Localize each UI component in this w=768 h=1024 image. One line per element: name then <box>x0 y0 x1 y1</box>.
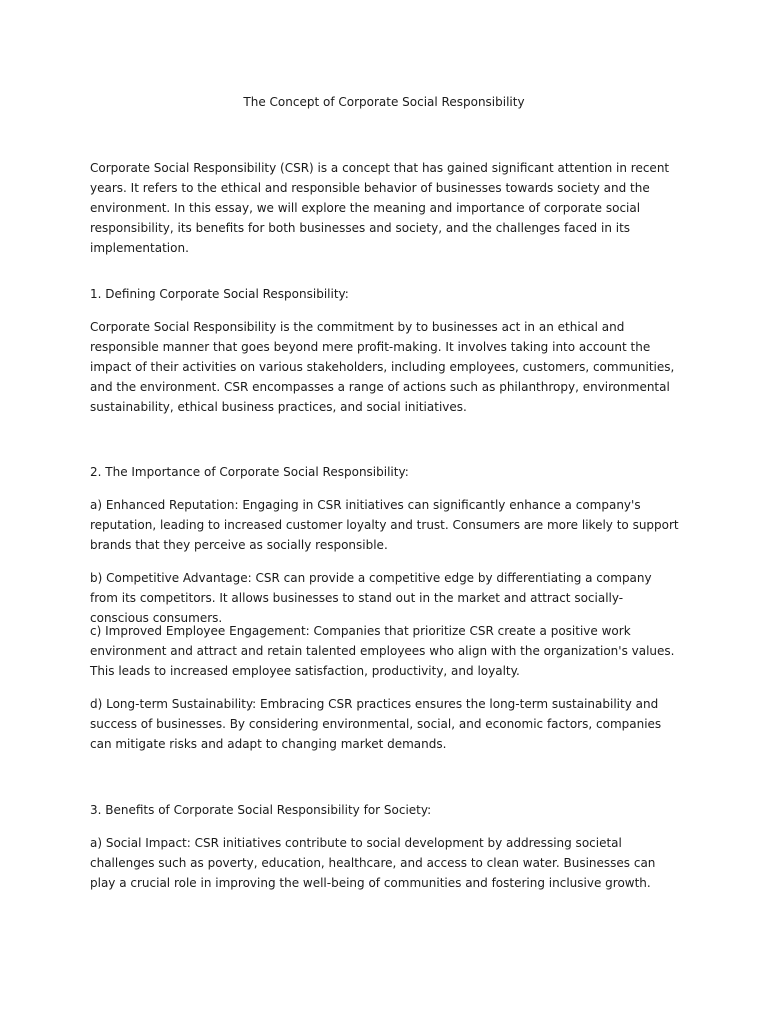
section-1-heading: 1. Defining Corporate Social Responsibility: <box>90 287 349 301</box>
intro-paragraph: Corporate Social Responsibility (CSR) is a concept that has gained significant attention in recent years. It refers to the ethical and responsible behavior of businesses towards society and the environment. In this essay, we will explore the meaning and importance of corporate social responsibility, its benefits for both businesses and society, and the challenges faced in its implementation. <box>90 161 670 255</box>
section-2-item-c: c) Improved Employee Engagement: Companies that prioritize CSR create a positive work environment and attract and retain talented employees who align with the organization's values. This leads to increased employee satisfaction, productivity, and loyalty. <box>90 624 675 678</box>
section-2-item-b: b) Competitive Advantage: CSR can provide a competitive edge by differentiating a company from its competitors. It allows businesses to stand out in the market and attract socially-conscious consumers. <box>90 571 652 625</box>
section-3-heading: 3. Benefits of Corporate Social Responsibility for Society: <box>90 803 432 817</box>
section-3-item-a: a) Social Impact: CSR initiatives contribute to social development by addressing societal challenges such as poverty, education, healthcare, and access to clean water. Businesses can play a crucial role in improving the well-being of communities and fostering inclusive growth. <box>90 836 656 890</box>
section-2-item-a: a) Enhanced Reputation: Engaging in CSR initiatives can significantly enhance a company's reputation, leading to increased customer loyalty and trust. Consumers are more likely to support brands that they perceive as socially responsible. <box>90 498 679 552</box>
section-2-heading: 2. The Importance of Corporate Social Responsibility: <box>90 465 409 479</box>
section-2-item-d: d) Long-term Sustainability: Embracing CSR practices ensures the long-term sustainability and success of businesses. By considering environmental, social, and economic factors, companies can mitigate risks and adapt to changing market demands. <box>90 697 662 751</box>
page-title: The Concept of Corporate Social Responsibility <box>243 95 525 109</box>
section-1-body: Corporate Social Responsibility is the commitment by to businesses act in an ethical and responsible manner that goes beyond mere profit-making. It involves taking into account the impact of their activities on various stakeholders, including employees, customers, communities, and the environment. CSR encompasses a range of actions such as philanthropy, environmental sustainability, ethical business practices, and social initiatives. <box>90 320 675 414</box>
